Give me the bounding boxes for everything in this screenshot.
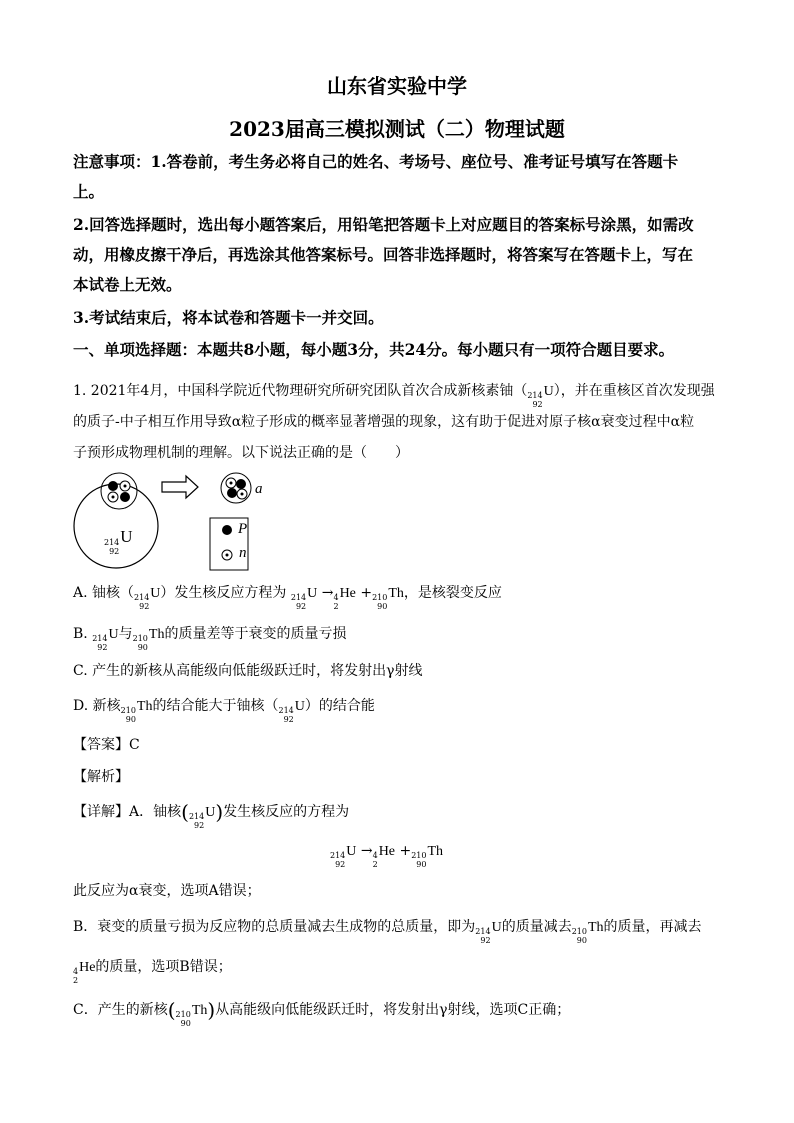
alpha-particle-circle	[221, 473, 251, 503]
proton-label: P	[238, 521, 248, 537]
q1-line-3: 子预形成物理机制的理解。以下说法正确的是（ ）	[73, 445, 409, 461]
notes-line-2b: 动，用橡皮擦干净后，再选涂其他答案标号。回答非选择题时，将答案写在答题卡上，写在	[73, 245, 694, 264]
option-d[interactable]: D. 新核 210 90 Th的结合能大于铀核（ 214 92 U）的结合能	[73, 698, 375, 724]
nuclide-U: 214 92 U	[527, 384, 554, 409]
detail-b-line-2: 4 2 He的质量，选项B错误；	[73, 959, 232, 985]
neutron-label: n	[239, 545, 247, 561]
alpha-label: a	[255, 481, 263, 497]
analysis-label: 【解析】	[73, 769, 129, 785]
q1-line-2: 的质子-中子相互作用导致α粒子形成的概率显著增强的现象，这有助于促进对原子核α衰变过程中α粒	[73, 414, 695, 430]
school-name: 山东省实验中学	[327, 74, 467, 98]
proton-marker	[222, 525, 232, 535]
reaction-equation: 214 92 U → 4 2 He + 210 90 Th	[330, 843, 444, 869]
alpha-decay-figure	[70, 466, 300, 581]
option-b[interactable]: B. 214 92 U与 210 90 Th的质量差等于衰变的质量亏损	[73, 626, 347, 652]
figure-nucleus-label: 214 92 U	[104, 527, 133, 556]
exam-title: 2023届高三模拟测试（二）物理试题	[229, 117, 565, 141]
detail-b-line-1: B．衰变的质量亏损为反应物的总质量减去生成物的总质量，即为 214 92 U的质量减去 210 90 Th的质量，再减去	[73, 919, 702, 945]
q1-line-1: 1. 2021年4月，中国科学院近代物理研究所研究团队首次合成新核素铀（ 214 92 U），并在重核区首次发现强	[73, 383, 715, 409]
reaction-note: 此反应为α衰变，选项A错误；	[73, 883, 261, 899]
notes-line-1b: 上。	[73, 182, 105, 201]
notes-line-2a: 2.回答选择题时，选出每小题答案后，用铅笔把答题卡上对应题目的答案标号涂黑，如需改	[73, 215, 694, 234]
detail-c: C．产生的新核( 210 90 Th)从高能级向低能级跃迁时，将发射出γ射线，选项C正确；	[73, 998, 571, 1028]
detail-a: 【详解】A．铀核( 214 92 U)发生核反应的方程为	[73, 800, 350, 830]
option-a[interactable]: A. 铀核（ 214 92 U）发生核反应方程为 214 92 U → 4 2 He + 210 90 Th，是核裂变反应	[73, 585, 502, 611]
section-heading: 一、单项选择题：本题共8小题，每小题3分，共24分。每小题只有一项符合题目要求。	[73, 340, 675, 359]
alpha-particle-nucleons	[226, 478, 247, 499]
notes-line-3: 3.考试结束后，将本试卷和答题卡一并交回。	[73, 308, 384, 327]
answer-label: 【答案】C	[73, 737, 140, 753]
notes-line-2c: 本试卷上无效。	[73, 275, 182, 294]
arrow-icon	[162, 476, 198, 498]
alpha-cluster-circle	[101, 473, 137, 509]
option-c[interactable]: C. 产生的新核从高能级向低能级跃迁时，将发射出γ射线	[73, 663, 423, 679]
notes-line-1: 注意事项：1.答卷前，考生务必将自己的姓名、考场号、座位号、准考证号填写在答题卡	[73, 152, 679, 171]
